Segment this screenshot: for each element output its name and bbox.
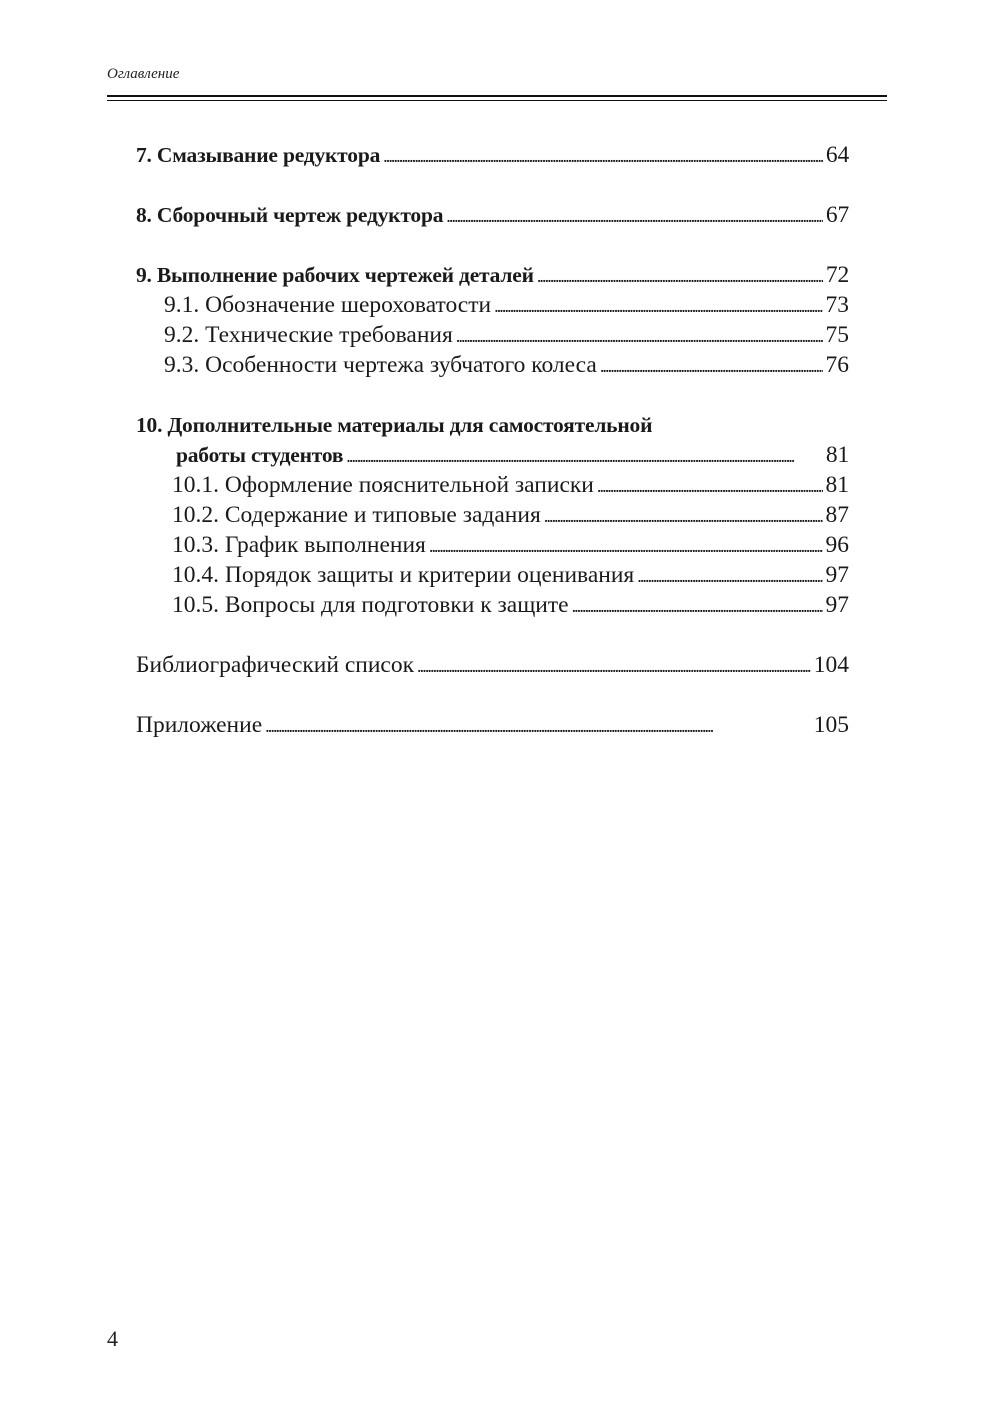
table-of-contents [136,140,849,740]
toc-entry-9-1[interactable]: 9.1. Обозначение шероховатости . . . 73 [136,290,849,320]
toc-entry-10[interactable]: работы студентов . . . 81 [136,440,849,470]
toc-entry-10-line1[interactable]: 10. Дополнительные материалы для самостоятельной [136,413,653,437]
dot-leader [537,260,823,290]
toc-entry-8[interactable]: 8. Сборочный чертеж редуктора . . . 67 [136,200,849,230]
dot-leader [446,200,823,230]
dot-leader [544,500,823,530]
toc-entry-10-1[interactable]: 10.1. Оформление пояснительной записки . . . 81 [136,470,849,500]
toc-entry-10-5[interactable]: 10.5. Вопросы для подготовки к защите . . . 97 [136,590,849,620]
dot-leader [597,470,823,500]
page-number: 4 [107,1326,118,1351]
dot-leader [600,350,823,380]
dot-leader [383,140,823,170]
header-rule-thin [107,100,887,101]
dot-leader [456,320,823,350]
dot-leader [346,440,823,470]
toc-entry-bibliography[interactable]: Библиографический список . . . 104 [136,650,849,680]
toc-entry-7[interactable]: 7. Смазывание редуктора . . . 64 [136,140,849,170]
header-rule-thick [107,95,887,97]
toc-entry-10-2[interactable]: 10.2. Содержание и типовые задания . . . 87 [136,500,849,530]
toc-entry-appendix[interactable]: Приложение . . . 105 [136,710,849,740]
dot-leader [429,530,823,560]
toc-entry-10-4[interactable]: 10.4. Порядок защиты и критерии оценивания . . . 97 [136,560,849,590]
dot-leader [494,290,822,320]
dot-leader [417,650,811,680]
toc-entry-9[interactable]: 9. Выполнение рабочих чертежей деталей . . . 72 [136,260,849,290]
toc-entry-9-2[interactable]: 9.2. Технические требования . . . 75 [136,320,849,350]
dot-leader [265,710,811,740]
running-header: Оглавление [107,66,180,82]
toc-entry-10-3[interactable]: 10.3. График выполнения . . . 96 [136,530,849,560]
toc-entry-9-3[interactable]: 9.3. Особенности чертежа зубчатого колеса . . . 76 [136,350,849,380]
dot-leader [637,560,822,590]
dot-leader [572,590,823,620]
